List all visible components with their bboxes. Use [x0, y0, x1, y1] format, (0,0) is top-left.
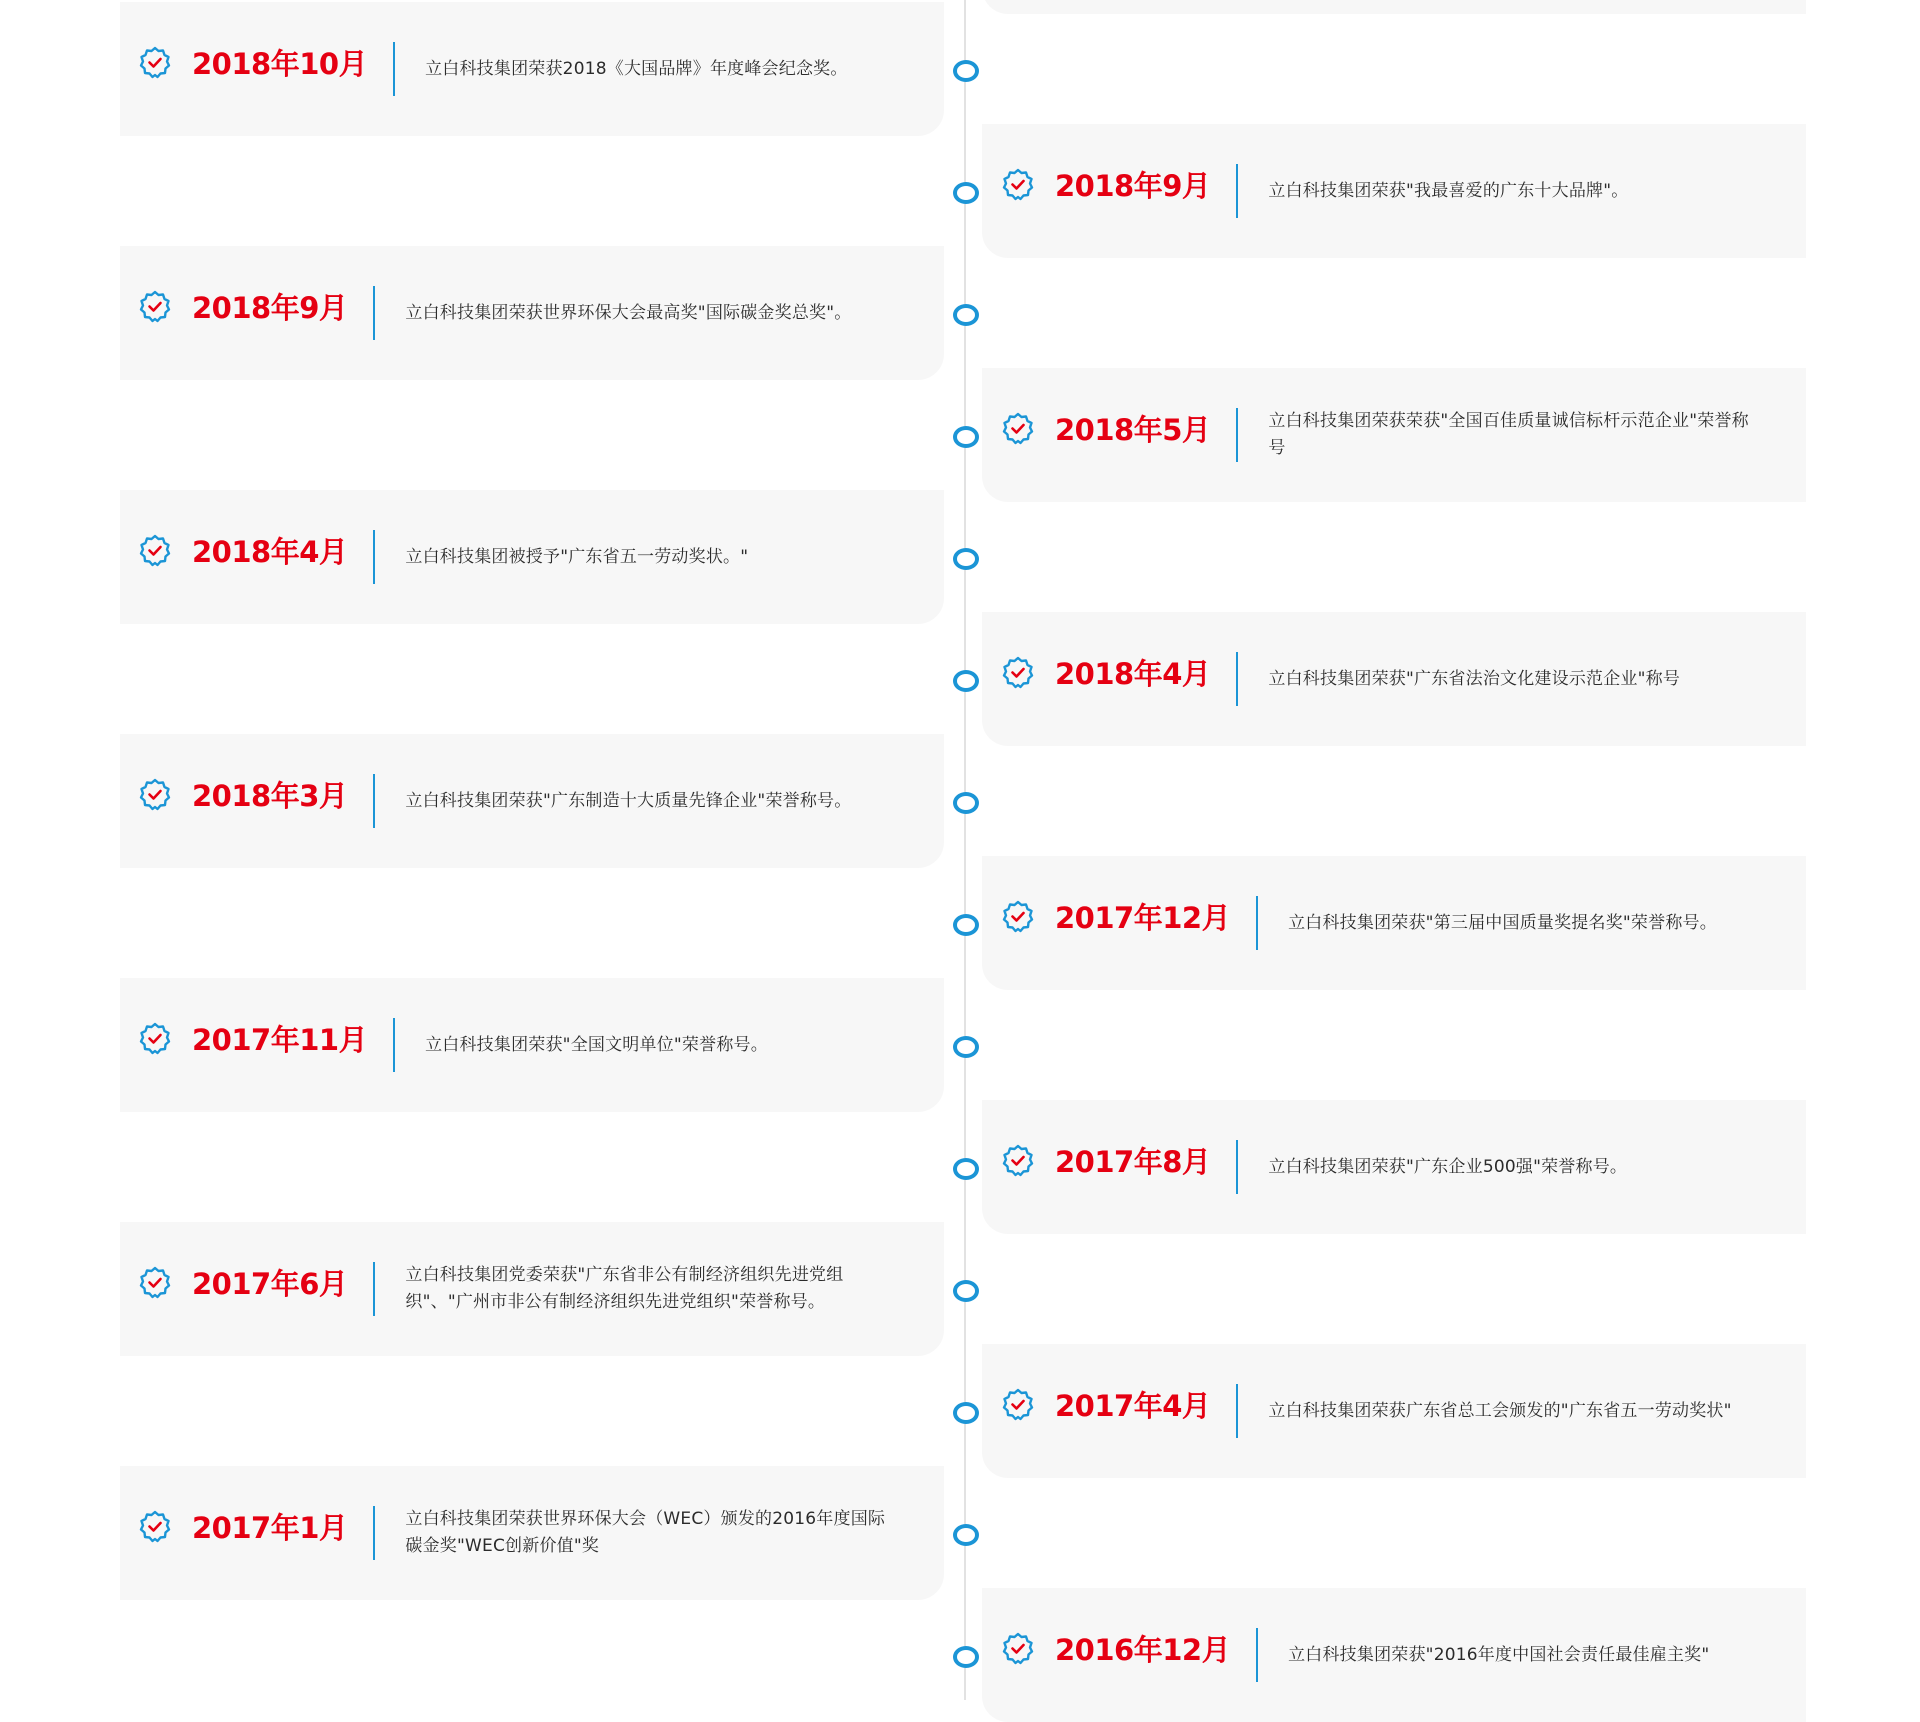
timeline-description: 立白科技集团荣获荣获"全国百佳质量诚信标杆示范企业"荣誉称号 [1268, 411, 1749, 458]
timeline-card [982, 124, 1806, 258]
badge-check-icon [1001, 168, 1035, 202]
separator [1236, 652, 1238, 706]
timeline-date: 2018年9月 [1055, 168, 1211, 203]
timeline-description: 立白科技集团荣获"广东企业500强"荣誉称号。 [1268, 1156, 1628, 1177]
timeline-card [982, 856, 1806, 990]
timeline-date: 2016年12月 [1055, 1632, 1231, 1667]
timeline-card [120, 1222, 944, 1356]
separator [393, 42, 395, 96]
badge-check-icon [138, 778, 172, 812]
timeline-description: 立白科技集团荣获2018《大国品牌》年度峰会纪念奖。 [425, 58, 848, 79]
badge-check-icon [1001, 1144, 1035, 1178]
badge-check-icon [1001, 1388, 1035, 1422]
separator [373, 774, 375, 828]
timeline-description: 立白科技集团荣获世界环保大会最高奖"国际碳金奖总奖"。 [405, 302, 852, 323]
timeline-date: 2017年1月 [192, 1510, 348, 1545]
timeline-node [953, 1036, 979, 1058]
badge-check-icon [138, 534, 172, 568]
timeline-description: 立白科技集团荣获"第三届中国质量奖提名奖"荣誉称号。 [1288, 912, 1717, 933]
timeline-card [120, 1466, 944, 1600]
timeline-description: 立白科技集团荣获广东省总工会颁发的"广东省五一劳动奖状" [1268, 1400, 1732, 1421]
badge-check-icon [138, 1022, 172, 1056]
timeline-date: 2018年5月 [1055, 412, 1211, 447]
timeline-description: 立白科技集团荣获"全国文明单位"荣誉称号。 [425, 1034, 768, 1055]
timeline-card [120, 490, 944, 624]
timeline-date: 2018年3月 [192, 778, 348, 813]
timeline-date: 2018年9月 [192, 290, 348, 325]
timeline-date: 2017年8月 [1055, 1144, 1211, 1179]
timeline-card [120, 978, 944, 1112]
timeline-card [982, 1344, 1806, 1478]
timeline-node [953, 304, 979, 326]
timeline-node [953, 1646, 979, 1668]
badge-check-icon [1001, 656, 1035, 690]
timeline-card [982, 1100, 1806, 1234]
timeline-axis [964, 0, 966, 1700]
timeline-description: 立白科技集团荣获"2016年度中国社会责任最佳雇主奖" [1288, 1644, 1710, 1665]
timeline-node [953, 914, 979, 936]
timeline-description: 立白科技集团荣获"广东省法治文化建设示范企业"称号 [1268, 668, 1681, 689]
timeline-node [953, 426, 979, 448]
timeline-description: 立白科技集团党委荣获"广东省非公有制经济组织先进党组织"、"广州市非公有制经济组织先进党组织"荣誉称号。 [405, 1265, 844, 1312]
separator [373, 286, 375, 340]
badge-check-icon [138, 1266, 172, 1300]
separator [393, 1018, 395, 1072]
timeline-card [120, 2, 944, 136]
timeline-date: 2018年4月 [192, 534, 348, 569]
timeline-node [953, 670, 979, 692]
timeline-card [982, 368, 1806, 502]
timeline-node [953, 792, 979, 814]
timeline-node [953, 1402, 979, 1424]
badge-check-icon [138, 290, 172, 324]
timeline-card [120, 246, 944, 380]
timeline-node [953, 548, 979, 570]
separator [1236, 164, 1238, 218]
badge-check-icon [1001, 900, 1035, 934]
timeline-date: 2018年4月 [1055, 656, 1211, 691]
timeline-date: 2017年11月 [192, 1022, 368, 1057]
separator [373, 1262, 375, 1316]
timeline-node [953, 1158, 979, 1180]
separator [1236, 1384, 1238, 1438]
separator [1236, 1140, 1238, 1194]
timeline-node [953, 1524, 979, 1546]
timeline-card [982, 1588, 1806, 1722]
separator [1236, 408, 1238, 462]
badge-check-icon [138, 46, 172, 80]
timeline-date: 2018年10月 [192, 46, 368, 81]
timeline-node [953, 182, 979, 204]
timeline-date: 2017年6月 [192, 1266, 348, 1301]
separator [373, 530, 375, 584]
separator [1256, 896, 1258, 950]
separator [1256, 1628, 1258, 1682]
timeline-date: 2017年4月 [1055, 1388, 1211, 1423]
timeline-description: 立白科技集团被授予"广东省五一劳动奖状。" [405, 546, 749, 567]
timeline-description: 立白科技集团荣获世界环保大会（WEC）颁发的2016年度国际碳金奖"WEC创新价值"奖 [405, 1509, 886, 1556]
timeline-card [982, 612, 1806, 746]
badge-check-icon [138, 1510, 172, 1544]
timeline-description: 立白科技集团荣获"广东制造十大质量先锋企业"荣誉称号。 [405, 790, 852, 811]
timeline-node [953, 1280, 979, 1302]
timeline-node [953, 60, 979, 82]
badge-check-icon [1001, 412, 1035, 446]
timeline-card [120, 734, 944, 868]
badge-check-icon [1001, 1632, 1035, 1666]
timeline-description: 立白科技集团荣获"我最喜爱的广东十大品牌"。 [1268, 180, 1629, 201]
separator [373, 1506, 375, 1560]
timeline-date: 2017年12月 [1055, 900, 1231, 935]
timeline-card-partial [982, 0, 1806, 14]
